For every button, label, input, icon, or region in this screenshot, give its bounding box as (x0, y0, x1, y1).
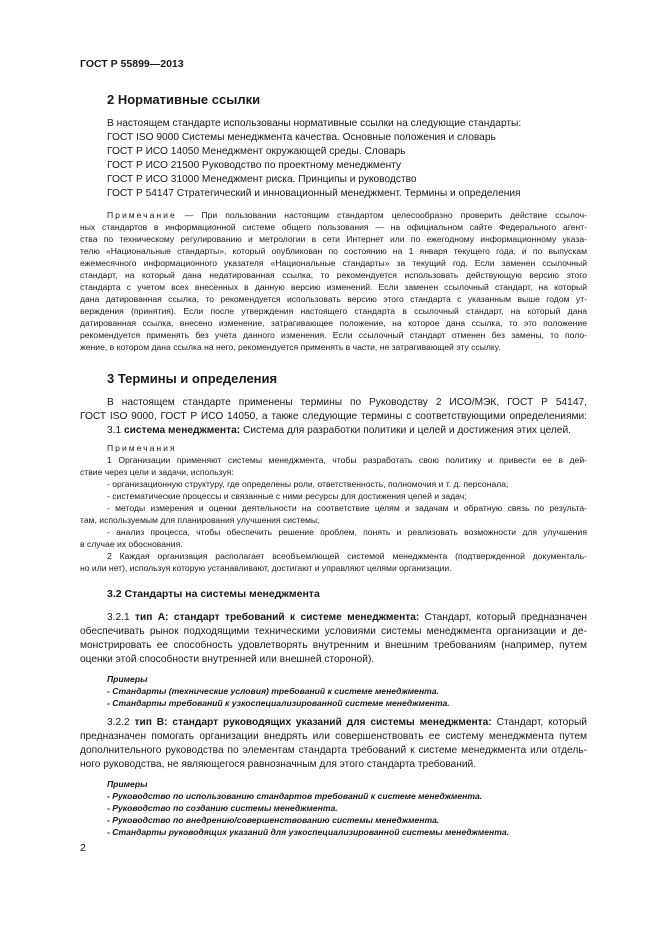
term-3-1: 3.1 система менеджмента: Система для разработки политики и целей и достижения этих целей. (107, 425, 571, 436)
section-3-intro: В настоящем стандарте применены термины по Руководству 2 ИСО/МЭК, ГОСТ Р 54147, (107, 397, 587, 408)
note-line: телю «Национальные стандарты», который опубликован по состоянию на 1 января текущего года, и по выпускам (80, 246, 587, 256)
term-3-2-1: 3.2.1 тип А: стандарт требований к системе менеджмента: Стандарт, который предназначен (107, 612, 587, 623)
notes-line: - методы измерения и оценки деятельности на соответствие целям и задачам и обратную связь по результа- (107, 503, 587, 513)
example-item: - Стандарты требований к узкоспециализированной системе менеджмента. (107, 698, 450, 708)
notes-line: 2 Каждая организация располагает всеобъемлющей системой менеджмента (подтвержденной документаль- (107, 551, 587, 561)
term-3-2-2-line: предназначен помогать организации внедрять или совершенствовать ее систему менеджмента путем (80, 731, 587, 742)
note-line: рекомендуется применять без учета данного изменения. Если ссылочный стандарт отменен без замены, то поло- (80, 330, 587, 340)
note-first-line: Примечание — При пользовании настоящим стандартом целесообразно проверить действие ссылоч- (107, 210, 587, 220)
note-line: ства по техническому регулированию и метрологии в сети Интернет или по ежегодному информационному указа- (80, 234, 587, 244)
note-label: Примечание (107, 210, 177, 220)
note-line: жение, в котором дана ссылка на него, рекомендуется применять в части, не затрагивающей эту ссылку. (80, 342, 501, 352)
example-item: - Руководство по использованию стандартов требований к системе менеджмента. (107, 791, 483, 801)
notes-label: Примечания (107, 443, 177, 453)
note-line: ных стандартов в информационной системе общего пользования — на официальном сайте Федерального агент- (80, 222, 587, 232)
term-3-2-1-line: монстрировать ее способность удовлетворять внутренним и внешним требованиям (например, путем (80, 640, 587, 651)
term-3-2-2-line: дополнительного руководства по элементам стандарта требований к системе менеджмента или отдель- (80, 745, 587, 756)
example-item: - Руководство по внедрению/совершенствованию системы менеджмента. (107, 815, 440, 825)
examples-b-label: Примеры (107, 779, 148, 789)
note-line: стандарт, на который дана недатированная ссылка, то рекомендуется использовать действующую версию этого (80, 270, 587, 280)
section-2-title: 2 Нормативные ссылки (107, 92, 261, 107)
note-line: датированная ссылка, внесено изменение, затрагивающее положение, на которое дана ссылка, то это положение (80, 318, 587, 328)
example-item: - Стандарты руководящих указаний для узкоспециализированной системы менеджмента. (107, 827, 510, 837)
notes-line: - систематические процессы и связанные с ними ресурсы для достижения целей и задач; (107, 491, 467, 501)
term-3-2-1-line: оценки этой способности внутренней или внешней стороной). (80, 654, 375, 665)
note-line: дана датированная ссылка, то рекомендуется использовать версию этого стандарта с указанным выше годом ут- (80, 294, 587, 304)
page-number: 2 (80, 842, 86, 854)
document-header: ГОСТ Р 55899—2013 (80, 58, 184, 70)
term-3-2-1-line: обеспечивать рынок подходящими техническими условиями системы менеджмента организации и де- (80, 626, 587, 637)
example-item: - Стандарты (технические условия) требований к системе менеджмента. (107, 686, 439, 696)
notes-line: - организационную структуру, где определены роли, ответственность, полномочия и т. д. персонала; (107, 479, 509, 489)
note-line: ежемесячного информационного указателя «Национальные стандарты» за текущий год. Если заменен ссылочный (80, 258, 587, 268)
example-item: - Руководство по созданию системы менеджмента. (107, 803, 338, 813)
note-line: верждения (принятия). Если после утверждения настоящего стандарта в ссылочный стандарт, на который дана (80, 306, 587, 316)
notes-line: ствие через цели и задачи, используя: (80, 467, 234, 477)
notes-line: но или нет), используя которую устанавливают, достигают и управляют целями организации. (80, 563, 452, 573)
notes-line: 1 Организации применяют системы менеджмента, чтобы разработать свою политику и привести ее в дей- (107, 455, 587, 465)
term-3-2-1-name: тип А: стандарт требований к системе менеджмента: (135, 612, 420, 623)
notes-line: там, используемым для планирования улучшения системы; (80, 515, 320, 525)
term-3-1-name: система менеджмента: (124, 425, 241, 436)
reference-item: ГОСТ Р ИСО 31000 Менеджмент риска. Принципы и руководство (107, 174, 417, 185)
section-3-intro: ГОСТ ISO 9000, ГОСТ Р ИСО 14050, а также следующие термины с соответствующими определениями: (80, 411, 587, 422)
note-line: стандарта с учетом всех внесенных в данную версию изменений. Если заменен ссылочный стандарт, на который (80, 282, 587, 292)
term-3-2-2-name: тип В: стандарт руководящих указаний для системы менеджмента: (134, 717, 492, 728)
notes-line: - анализ процесса, чтобы обеспечить решение проблем, понять и реализовать возможности для улучшения (107, 527, 587, 537)
section-2-intro: В настоящем стандарте использованы нормативные ссылки на следующие стандарты: (107, 118, 522, 129)
reference-item: ГОСТ Р ИСО 21500 Руководство по проектному менеджменту (107, 160, 402, 171)
reference-item: ГОСТ ISO 9000 Системы менеджмента качества. Основные положения и словарь (107, 132, 496, 143)
section-3-title: 3 Термины и определения (107, 371, 278, 386)
reference-item: ГОСТ Р ИСО 14050 Менеджмент окружающей среды. Словарь (107, 146, 406, 157)
reference-item: ГОСТ Р 54147 Стратегический и инновационный менеджмент. Термины и определения (107, 188, 521, 199)
subsection-3-2-title: 3.2 Стандарты на системы менеджмента (107, 588, 320, 600)
term-3-2-2: 3.2.2 тип В: стандарт руководящих указаний для системы менеджмента: Стандарт, который (107, 717, 587, 728)
examples-a-label: Примеры (107, 674, 148, 684)
notes-line: в случае их обоснования. (80, 539, 183, 549)
term-3-2-2-line: ного руководства, не являющегося равнозначным для этого стандарта требований. (80, 759, 477, 770)
